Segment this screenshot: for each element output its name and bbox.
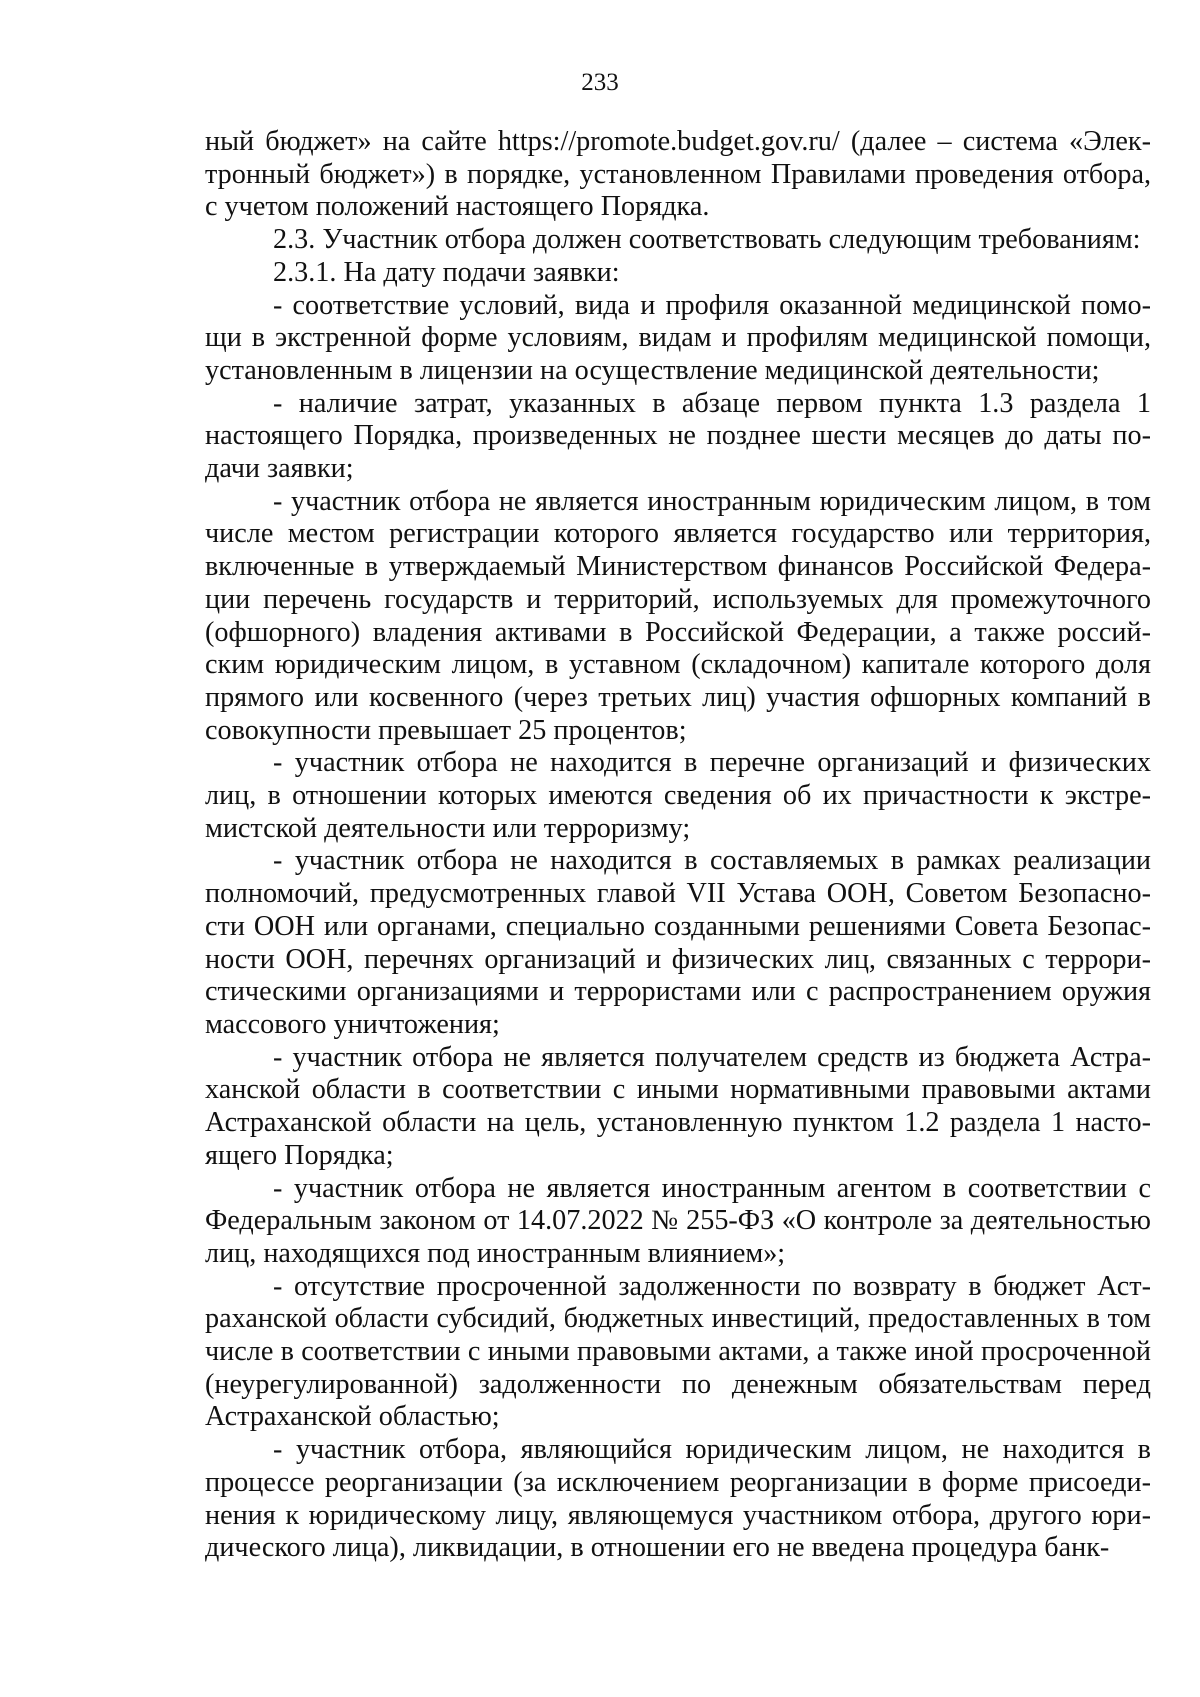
paragraph: - соответствие условий, вида и профиля оказанной медицинской помощи в экстренной форме условиям, видам и профилям медицинской помощи, установленным в лицензии на осуществление медицинской деятельности;	[205, 289, 1151, 386]
paragraph: - участник отбора не находится в перечне организаций и физических лиц, в отношении которых имеются сведения об их причастности к экстремистской деятельности или терроризму;	[205, 747, 1151, 844]
paragraph: - участник отбора не находится в составляемых в рамках реализации полномочий, предусмотренных главой VII Устава ООН, Советом Безопасности ООН или органами, специально созданными решениями Совета Безопасности ООН, перечнях организаций и физических лиц, связанных с террористическими организациями и террористами или с распространением оружия массового уничтожения;	[205, 845, 1151, 1040]
paragraph: 2.3. Участник отбора должен соответствовать следующим требованиям:	[273, 224, 1141, 256]
paragraph: 2.3.1. На дату подачи заявки:	[273, 256, 620, 288]
paragraph: - участник отбора не является иностранным юридическим лицом, в том числе местом регистрации которого является государство или территория, включенные в утверждаемый Министерством финансов Российской Федерации перечень государств и территорий, используемых для промежуточного (офшорного) владения активами в Российской Федерации, а также российским юридическим лицом, в уставном (складочном) капитале которого доля прямого или косвенного (через третьих лиц) участия офшорных компаний в совокупности превышает 25 процентов;	[205, 485, 1151, 746]
paragraph: - наличие затрат, указанных в абзаце первом пункта 1.3 раздела 1 настоящего Порядка, произведенных не позднее шести месяцев до даты подачи заявки;	[205, 387, 1151, 485]
document-body	[205, 126, 1151, 1565]
paragraph: ный бюджет» на сайте https://promote.budget.gov.ru/ (далее – система «Электронный бюджет») в порядке, установленном Правилами проведения отбора, с учетом положений настоящего Порядка.	[205, 126, 1151, 223]
paragraph: - участник отбора не является получателем средств из бюджета Астраханской области в соответствии с иными нормативными правовыми актами Астраханской области на цель, установленную пунктом 1.2 раздела 1 настоящего Порядка;	[205, 1041, 1151, 1171]
paragraph: - участник отбора не является иностранным агентом в соответствии с Федеральным законом от 14.07.2022 № 255-ФЗ «О контроле за деятельностью лиц, находящихся под иностранным влиянием»;	[205, 1172, 1151, 1269]
paragraph: - участник отбора, являющийся юридическим лицом, не находится в процессе реорганизации (за исключением реорганизации в форме присоединения к юридическому лицу, являющемуся участником отбора, другого юридического лица), ликвидации, в отношении его не введена процедура банк-	[205, 1434, 1151, 1564]
page-number: 233	[581, 69, 619, 96]
paragraph: - отсутствие просроченной задолженности по возврату в бюджет Астраханской области субсидий, бюджетных инвестиций, предоставленных в том числе в соответствии с иными правовыми актами, а также иной просроченной (неурегулированной) задолженности по денежным обязательствам перед Астраханской областью;	[205, 1270, 1151, 1433]
